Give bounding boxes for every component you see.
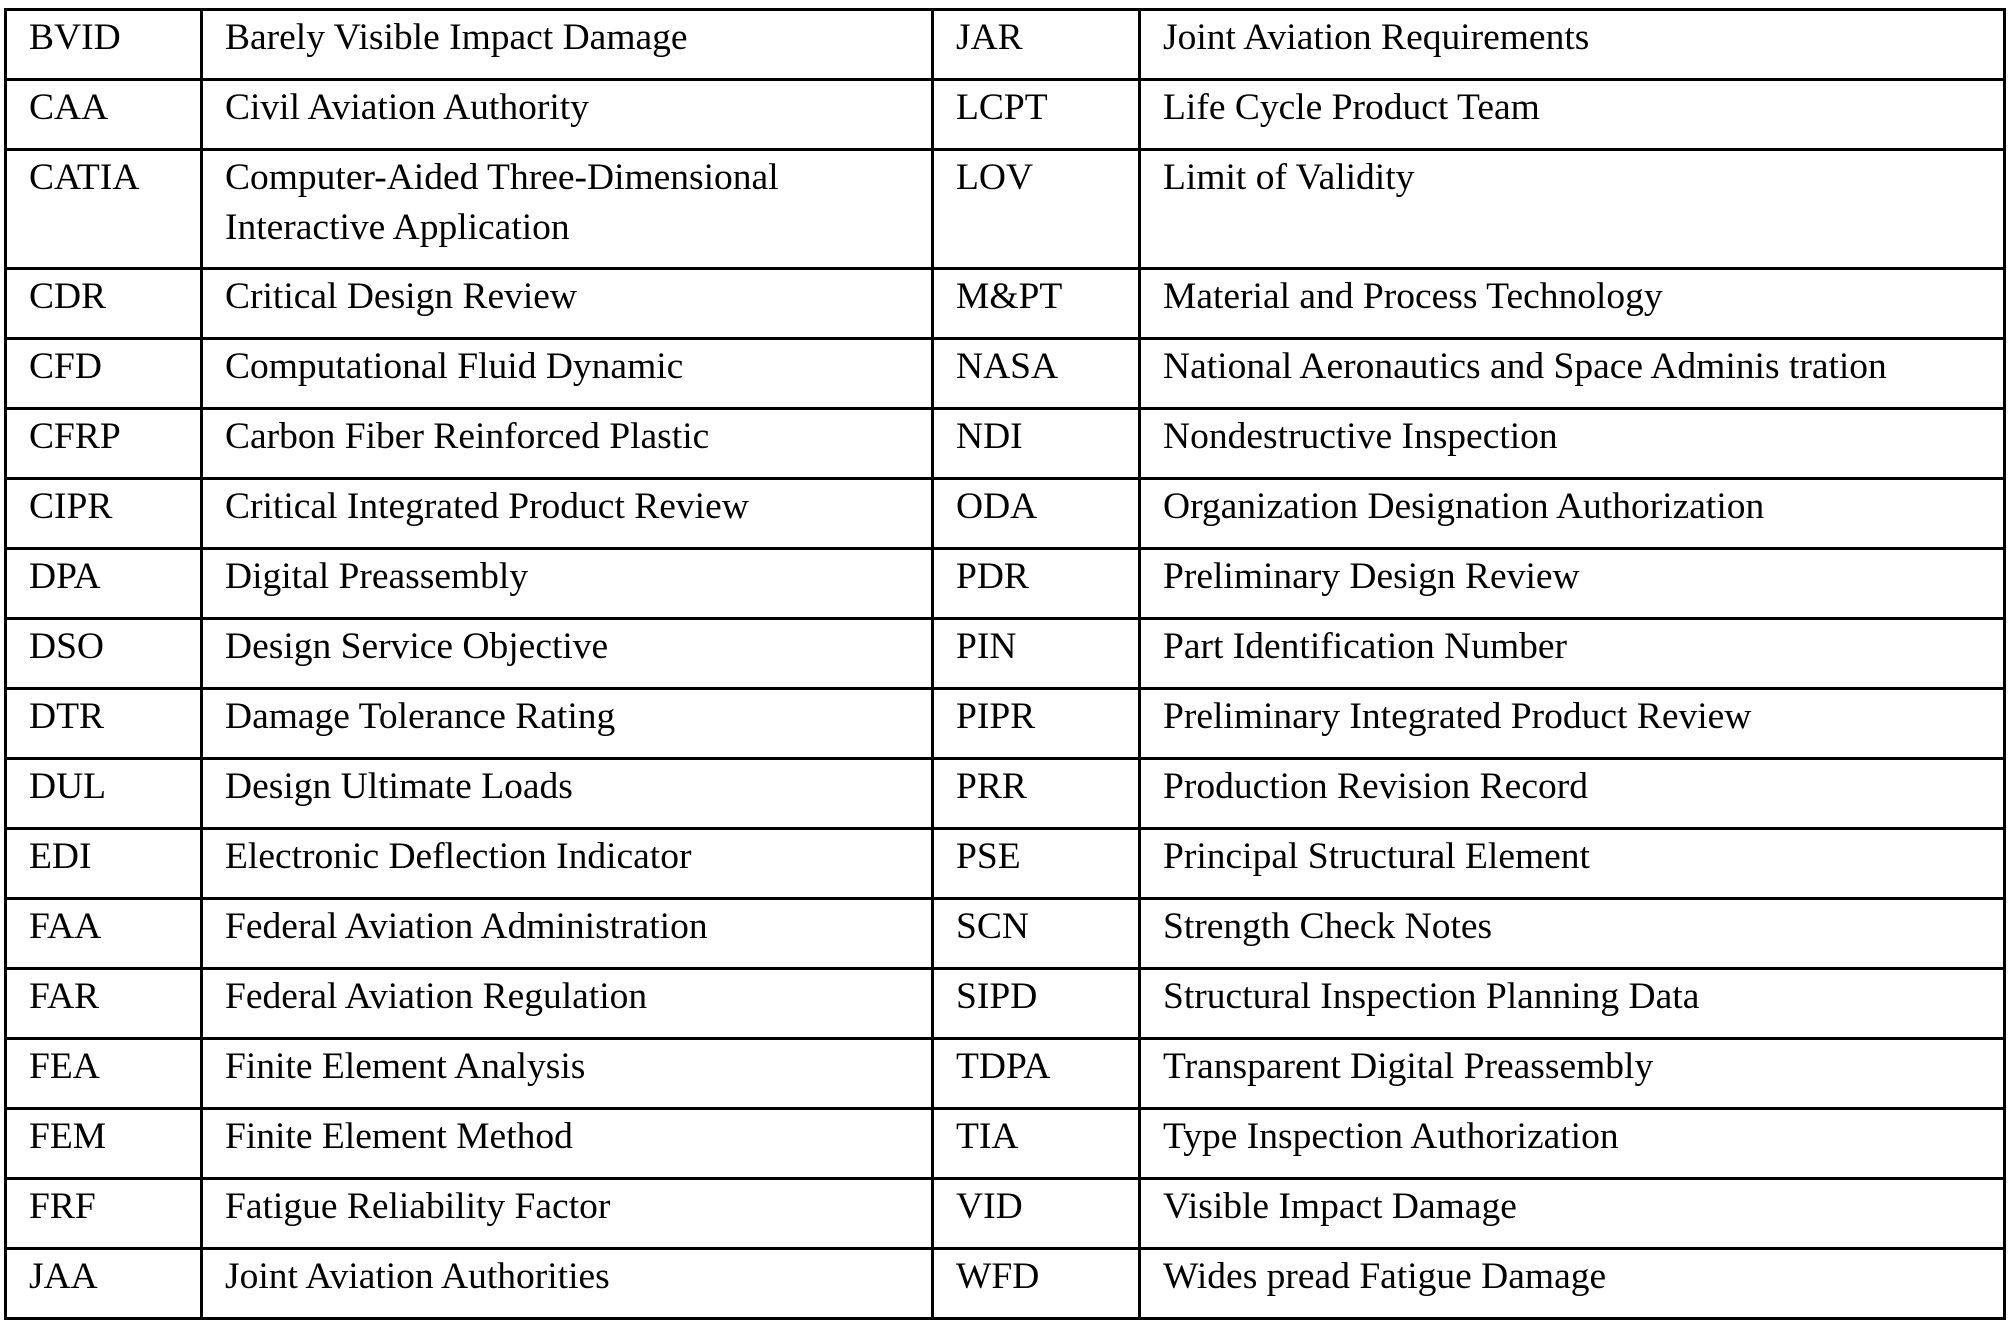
acronym-cell: FAR — [6, 969, 202, 1039]
definition-cell: Carbon Fiber Reinforced Plastic — [202, 409, 933, 479]
acronym-cell: TIA — [933, 1109, 1140, 1179]
table-row — [6, 829, 2005, 899]
acronym-cell: EDI — [6, 829, 202, 899]
acronym-cell: CAA — [6, 80, 202, 150]
acronym-cell: CFRP — [6, 409, 202, 479]
definition-cell: Barely Visible Impact Damage — [202, 10, 933, 80]
table-row — [6, 1179, 2005, 1249]
definition-cell: Fatigue Reliability Factor — [202, 1179, 933, 1249]
table-row — [6, 269, 2005, 339]
acronym-cell: CDR — [6, 269, 202, 339]
definition-cell: Computational Fluid Dynamic — [202, 339, 933, 409]
definition-cell: Part Identification Number — [1140, 619, 2005, 689]
acronym-cell: PIN — [933, 619, 1140, 689]
definition-cell: Finite Element Method — [202, 1109, 933, 1179]
definition-cell: Federal Aviation Regulation — [202, 969, 933, 1039]
table-row — [6, 549, 2005, 619]
definition-cell: Material and Process Technology — [1140, 269, 2005, 339]
definition-cell: Design Service Objective — [202, 619, 933, 689]
acronym-cell: FAA — [6, 899, 202, 969]
acronym-cell: WFD — [933, 1249, 1140, 1319]
definition-cell: Federal Aviation Administration — [202, 899, 933, 969]
acronym-cell: FEA — [6, 1039, 202, 1109]
definition-cell: Critical Integrated Product Review — [202, 479, 933, 549]
definition-cell: Damage Tolerance Rating — [202, 689, 933, 759]
definition-cell: Limit of Validity — [1140, 150, 2005, 269]
definition-cell: Preliminary Integrated Product Review — [1140, 689, 2005, 759]
definition-cell: National Aeronautics and Space Adminis tration — [1140, 339, 2005, 409]
table-row — [6, 150, 2005, 269]
table-row — [6, 1109, 2005, 1179]
acronym-cell: PDR — [933, 549, 1140, 619]
acronym-cell: TDPA — [933, 1039, 1140, 1109]
abbreviations-table — [4, 8, 2006, 1320]
definition-cell: Preliminary Design Review — [1140, 549, 2005, 619]
acronym-cell: JAA — [6, 1249, 202, 1319]
acronym-cell: FRF — [6, 1179, 202, 1249]
table-row — [6, 1039, 2005, 1109]
definition-cell: Life Cycle Product Team — [1140, 80, 2005, 150]
definition-cell: Structural Inspection Planning Data — [1140, 969, 2005, 1039]
definition-cell: Joint Aviation Authorities — [202, 1249, 933, 1319]
table-row — [6, 1249, 2005, 1319]
table-row — [6, 759, 2005, 829]
acronym-cell: CFD — [6, 339, 202, 409]
definition-cell: Visible Impact Damage — [1140, 1179, 2005, 1249]
definition-cell: Nondestructive Inspection — [1140, 409, 2005, 479]
definition-cell: Joint Aviation Requirements — [1140, 10, 2005, 80]
definition-cell: Finite Element Analysis — [202, 1039, 933, 1109]
acronym-cell: DPA — [6, 549, 202, 619]
definition-cell: Critical Design Review — [202, 269, 933, 339]
acronym-cell: PRR — [933, 759, 1140, 829]
acronym-cell: PIPR — [933, 689, 1140, 759]
acronym-cell: M&PT — [933, 269, 1140, 339]
table-row — [6, 689, 2005, 759]
acronym-cell: DUL — [6, 759, 202, 829]
definition-cell: Computer-Aided Three-Dimensional Interactive Application — [202, 150, 933, 269]
definition-cell: Digital Preassembly — [202, 549, 933, 619]
acronym-cell: JAR — [933, 10, 1140, 80]
acronym-cell: BVID — [6, 10, 202, 80]
definition-cell: Transparent Digital Preassembly — [1140, 1039, 2005, 1109]
acronym-cell: FEM — [6, 1109, 202, 1179]
definition-cell: Organization Designation Authorization — [1140, 479, 2005, 549]
table-row — [6, 969, 2005, 1039]
acronym-cell: SCN — [933, 899, 1140, 969]
acronym-cell: PSE — [933, 829, 1140, 899]
definition-cell: Type Inspection Authorization — [1140, 1109, 2005, 1179]
table-row — [6, 899, 2005, 969]
table-row — [6, 479, 2005, 549]
abbreviations-table-body — [6, 10, 2005, 1319]
table-row — [6, 10, 2005, 80]
acronym-cell: SIPD — [933, 969, 1140, 1039]
definition-cell: Civil Aviation Authority — [202, 80, 933, 150]
acronym-cell: ODA — [933, 479, 1140, 549]
acronym-cell: NASA — [933, 339, 1140, 409]
acronym-cell: CATIA — [6, 150, 202, 269]
definition-cell: Strength Check Notes — [1140, 899, 2005, 969]
definition-cell: Wides pread Fatigue Damage — [1140, 1249, 2005, 1319]
acronym-cell: CIPR — [6, 479, 202, 549]
acronym-cell: LCPT — [933, 80, 1140, 150]
acronym-cell: DSO — [6, 619, 202, 689]
definition-cell: Production Revision Record — [1140, 759, 2005, 829]
definition-cell: Design Ultimate Loads — [202, 759, 933, 829]
acronym-cell: DTR — [6, 689, 202, 759]
table-row — [6, 619, 2005, 689]
definition-cell: Principal Structural Element — [1140, 829, 2005, 899]
acronym-cell: VID — [933, 1179, 1140, 1249]
acronym-cell: LOV — [933, 150, 1140, 269]
table-row — [6, 80, 2005, 150]
table-row — [6, 409, 2005, 479]
definition-cell: Electronic Deflection Indicator — [202, 829, 933, 899]
acronym-cell: NDI — [933, 409, 1140, 479]
table-row — [6, 339, 2005, 409]
